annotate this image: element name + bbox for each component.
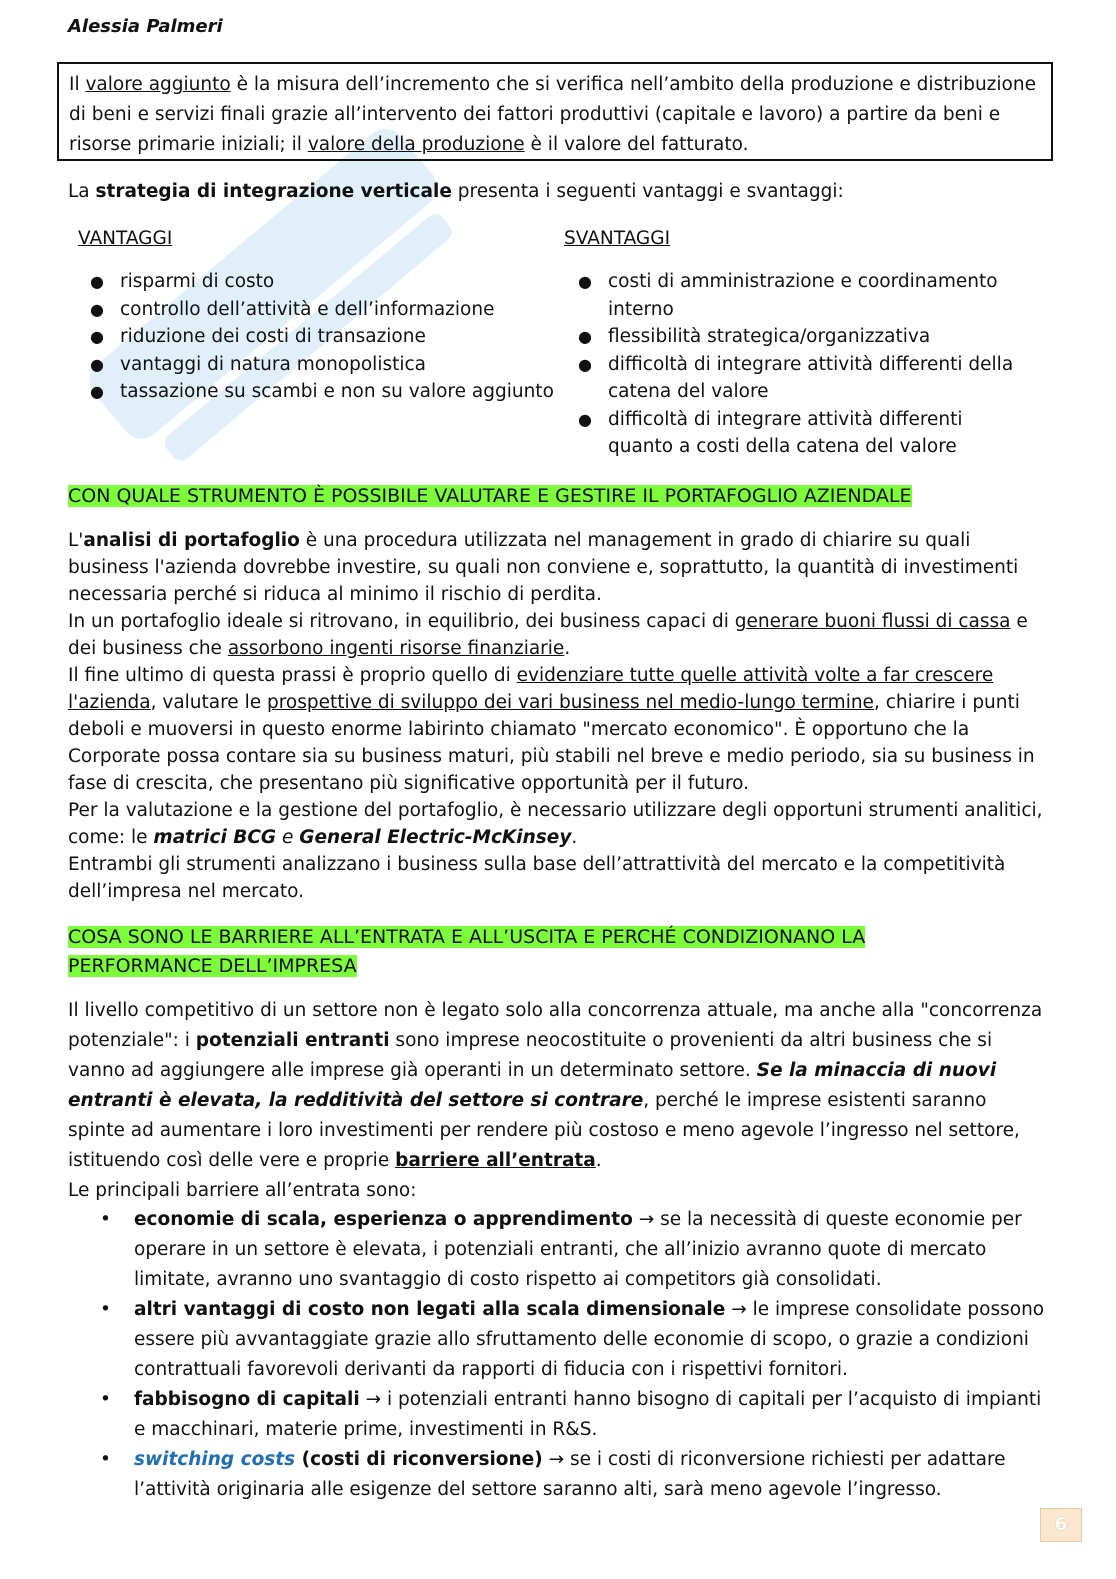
list-item: ● vantaggi di natura monopolistica xyxy=(90,353,426,375)
list-item: ● difficoltà di integrare attività differenti della catena del valore xyxy=(578,353,1014,402)
page-number: 6 xyxy=(1040,1508,1082,1542)
list-item: • economie di scala, esperienza o apprendimento → se la necessità di queste economie per operare in un settore è elevata, i potenziali entranti, che all’inizio avranno quote di mercato limitate, avranno uno svantaggio di costo rispetto ai competitors già consolidati. xyxy=(100,1209,1022,1290)
list-item: ● difficoltà di integrare attività differenti quanto a costi della catena del valore xyxy=(578,408,963,457)
list-item: • fabbisogno di capitali → i potenziali entranti hanno bisogno di capitali per l’acquisto di impianti e macchinari, materie prime, investimenti in R&S. xyxy=(100,1389,1042,1440)
list-item: ● costi di amministrazione e coordinamento interno xyxy=(578,271,998,320)
section-heading-portfolio: CON QUALE STRUMENTO È POSSIBILE VALUTARE E GESTIRE IL PORTAFOGLIO AZIENDALE xyxy=(68,485,912,507)
list-item: ● controllo dell’attività e dell’informazione xyxy=(90,298,495,320)
list-item: • switching costs (costi di riconversione) → se i costi di riconversione richiesti per adattare l’attività originaria alle esigenze del settore saranno alti, sarà meno agevole l’ingresso. xyxy=(100,1449,1006,1500)
section-heading-barriers: COSA SONO LE BARRIERE ALL’ENTRATA E ALL’USCITA E PERCHÉ CONDIZIONANO LA PERFORMANCE DELL’IMPRESA xyxy=(68,926,866,977)
disadvantages-title: SVANTAGGI xyxy=(564,228,671,249)
portfolio-paragraph: L'analisi di portafoglio è una procedura utilizzata nel management in grado di chiarire su quali business l'azienda dovrebbe investire, su quali non conviene e, soprattutto, la quantità di investimenti necessaria perché si riduca al minimo il rischio di perdita. In un portafoglio ideale si ritrovano, in equilibrio, dei business capaci di generare buoni flussi di cassa e dei business che assorbono ingenti risorse finanziarie. Il fine ultimo di questa prassi è proprio quello di evidenziare tutte quelle attività volte a far crescere l'azienda, valutare le prospettive di sviluppo dei vari business nel medio-lungo termine, chiarire i punti deboli e muoversi in questo enorme labirinto chiamato "mercato economico". È opportuno che la Corporate possa contare sia su business maturi, più stabili nel breve e medio periodo, sia su business in fase di crescita, che presentano più significative opportunità per il futuro. Per la valutazione e la gestione del portafoglio, è necessario utilizzare degli opportuni strumenti analitici, come: le matrici BCG e General Electric-McKinsey. Entrambi gli strumenti analizzano i business sulla base dell’attrattività del mercato e la competitività dell’impresa nel mercato. xyxy=(68,530,1043,902)
advantages-list xyxy=(76,268,556,406)
disadvantages-list xyxy=(564,268,1024,461)
list-item: ● tassazione su scambi e non su valore aggiunto xyxy=(90,381,554,402)
strategy-intro: La strategia di integrazione verticale presenta i seguenti vantaggi e svantaggi: xyxy=(68,181,844,202)
list-item: • altri vantaggi di costo non legati alla scala dimensionale → le imprese consolidate possono essere più avvantaggiate grazie allo sfruttamento delle economie di scopo, o grazie a condizioni contrattuali favorevoli derivanti da rapporti di fiducia con i rispettivi fornitori. xyxy=(100,1299,1045,1380)
list-item: ● flessibilità strategica/organizzativa xyxy=(578,326,931,347)
list-item: ● riduzione dei costi di transazione xyxy=(90,326,426,347)
advantages-title: VANTAGGI xyxy=(78,228,173,249)
list-item: ● risparmi di costo xyxy=(90,271,275,292)
barriers-list xyxy=(100,1205,1045,1505)
author-name: Alessia Palmeri xyxy=(68,16,223,37)
entry-paragraph: Il livello competitivo di un settore non è legato solo alla concorrenza attuale, ma anche alla "concorrenza potenziale": i potenziali entranti sono imprese neocostituite o provenienti da altri business che si vanno ad aggiungere alle imprese già operanti in un determinato settore. Se la minaccia di nuovi entranti è elevata, la redditività del settore si contrare, perché le imprese esistenti saranno spinte ad aumentare i loro investimenti per rendere più costoso e meno agevole l’ingresso nel settore, istituendo così delle vere e proprie barriere all’entrata. Le principali barriere all’entrata sono: xyxy=(68,1000,1043,1201)
definition-box: Il valore aggiunto è la misura dell’incremento che si verifica nell’ambito della produzione e distribuzione di beni e servizi finali grazie all’intervento dei fattori produttivi (capitale e lavoro) a partire da beni e risorse primarie iniziali; il valore della produzione è il valore del fatturato. xyxy=(57,62,1053,161)
